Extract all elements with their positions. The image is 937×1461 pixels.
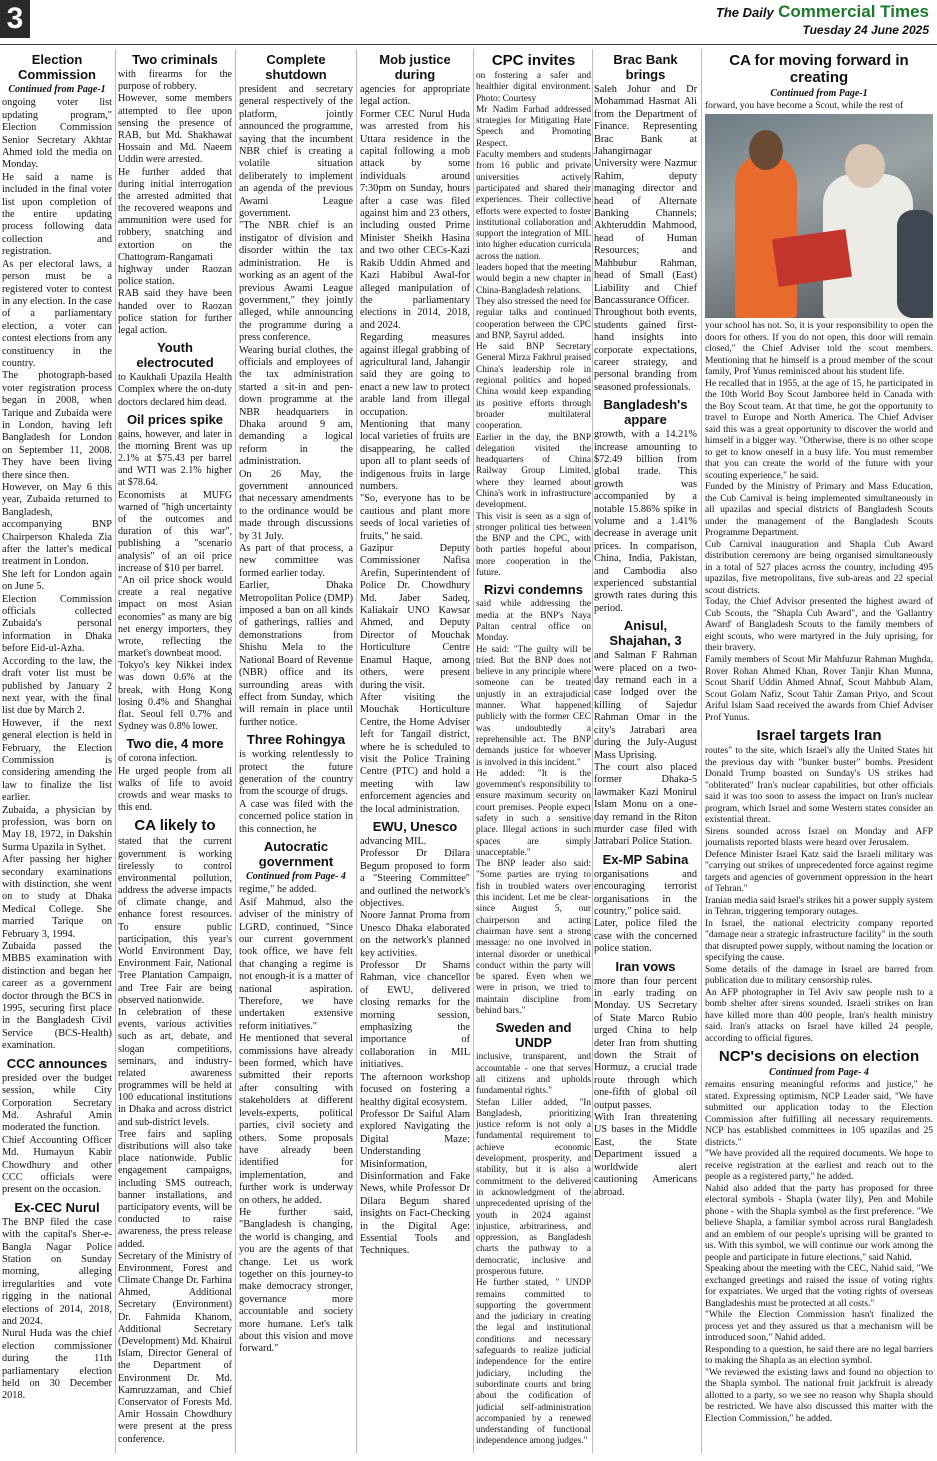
- paragraph: Former CEC Nurul Huda was arrested from his Uttara residence in the capital following a mob attack by some individuals around 7:30pm on Sunday, hours after a case was filed against him and 23 others, including ousted Prime Minister Sheikh Hasina and two other CECs-Kazi Rakib Uddin Ahmed and Kazi Habibul Awal-for alleged manipulation of the parliamentary elections in 2014, 2018, and 2024.: [360, 108, 470, 331]
- paragraph: remains ensuring meaningful reforms and justice," he stated. Expressing optimism, NCP Leader said, "We have submitted our application today to the Election Commission after fulfilling all necessary requirements. NCP has established committees in 105 upazilas and 25 districts.": [705, 1080, 933, 1148]
- article-oil: [118, 412, 232, 734]
- headline: Youth electrocuted: [136, 340, 214, 371]
- masthead: [716, 2, 929, 37]
- photo-figure: [749, 130, 783, 170]
- article-iran: [594, 959, 697, 1199]
- paragraph: gains, however, and later in the morning Brent was up 2.1% at $75.43 per barrel and WTI was 2.1% higher at $78.64.: [118, 428, 232, 489]
- paragraph: leaders hoped that the meeting would begin a new chapter in China-Bangladesh relations.: [476, 263, 591, 296]
- headline: Bangladesh's appare: [603, 397, 688, 428]
- column-divider: [592, 49, 593, 1453]
- article-twodie: [118, 736, 232, 814]
- paragraph: Later, police filed the case with the concerned police station.: [594, 918, 697, 955]
- column-4: [360, 49, 470, 1258]
- paragraph: Tree fairs and sapling distributions will also take place nationwide. Public engagement campaigns, including SMS outreach, banner installations, and participatory events, will be conducted to raise awareness, the press release added.: [118, 1128, 232, 1250]
- paragraph: RAB said they have been handed over to Raozan police station for further legal action.: [118, 288, 232, 336]
- column-1: [2, 49, 112, 1403]
- headline: CCC announces: [6, 1055, 108, 1071]
- column-divider: [235, 49, 236, 1453]
- article-shutdown: [239, 52, 353, 729]
- photo-figure: [845, 144, 885, 188]
- column-6: [594, 49, 697, 1199]
- paragraph: Mr Nadim Farhad addressed strategies for Mitigating Hate Speech and Promoting Respect.: [476, 104, 591, 149]
- paragraph: Sirens sounded across Israel on Monday and AFP journalists reported blasts were heard over Jerusalem.: [705, 826, 933, 849]
- paragraph: A case was filed with the concerned police station in this connection, he: [239, 798, 353, 835]
- article-israel: [705, 727, 933, 1045]
- paragraph: Tokyo's key Nikkei index was down 0.6% at the break, with Hong Kong losing 0.4% and Shanghai flat. Seoul fell 0.7% and Sydney was 0.8% lower.: [118, 660, 232, 733]
- paragraph: Wearing burial clothes, the officials and employees of the tax administration started a sit-in and pen-down programme at the NBR headquarters in Dhaka around 9 am, demanding a logical reform in the administration.: [239, 344, 353, 468]
- paragraph: The afternoon workshop focused on fostering a healthy digital ecosystem.: [360, 1071, 470, 1108]
- paragraph: "So, everyone has to be cautious and plant more seeds of local varieties of fruits," he said.: [360, 493, 470, 542]
- column-2: [118, 49, 232, 1446]
- paragraph: Election Commission officials collected Zubaida's personal information in Dhaka before Eid-ul-Azha.: [2, 593, 112, 655]
- paragraph: Economists at MUFG warned of "high uncertainty of the outcomes and duration of this war", publishing a "scenario analysis" of an oil price increase of $10 per barrel.: [118, 489, 232, 574]
- paragraph: of corona infection.: [118, 753, 198, 765]
- paragraph: agencies for appropriate legal action.: [360, 84, 470, 108]
- paragraph: They also stressed the need for regular talks and continued cooperation between the CPC and BNP, Sayrul added.: [476, 296, 591, 341]
- paragraph: He further added that during initial interrogation the arrested admitted that the recovered weapons and ammunition were used for robbery, snatching and extortion on the Chattogram-Rangamati highway under Raozan police station.: [118, 166, 232, 288]
- paragraph: advancing MIL.: [360, 835, 427, 847]
- headline: Brac Bank brings: [613, 52, 678, 82]
- photo-certificate: [772, 229, 852, 287]
- paragraph: Regarding measures against illegal grabbing of agricultural land, Jahangir said they are going to enact a new law to protect arable land from illegal occupation.: [360, 332, 470, 418]
- article-mob: [360, 52, 470, 816]
- paragraph: on fostering a safer and healthier digital environment. Photo: Courtesy: [476, 71, 591, 104]
- paragraph: is working relentlessly to protect the future generation of the country from the scourge of drugs.: [239, 749, 353, 798]
- article-criminals: [118, 52, 232, 337]
- paragraph: "We have provided all the required documents. We hope to receive registration at the earliest and reach out to the people as a registered party," he added.: [705, 1149, 933, 1183]
- paragraph: Funded by the Ministry of Primary and Mass Education, the Cub Carnival is being implemented simultaneously in all upazilas and special districts of Bangladesh Scouts under the management of the Bangladesh Scouts Programme Department.: [705, 482, 933, 539]
- paragraph: Faculty members and students from 16 public and private universities actively participated and shared their experiences. Their collective efforts were expected to foster institutional collaboration and support the integration of MIL into higher education curricula across the nation.: [476, 150, 591, 262]
- paragraph: The BNP leader also said: "Some parties are trying to fish in troubled waters over this incident. Let me be clear-since August 5, our chairperson and acting chairman have sent a strong message: no one involved in internal disorder or unethical conduct within the party will be spared. Even when we were in prison, we tried to maintain discipline from behind bars.": [476, 859, 591, 1017]
- column-divider: [356, 49, 357, 1453]
- article-exmp: [594, 852, 697, 956]
- paragraph: He said a name is included in the final voter list upon completion of the entire updating process following data collection and registration.: [2, 171, 112, 258]
- paragraph: stated that the current government is working tirelessly to control environmental pollution, address the adverse impacts of climate change, and enhance forest resources. To ensure public participation, this year's World Environment Day, Environment Fair, National Tree Plantation Campaign, and Tree Fair are being observed nationwide.: [118, 836, 232, 1006]
- paragraph: routes" to the site, which Israel's ally the United States hit the previous day with "bunker buster" bombs. President Donald Trump boasted on Sunday's US strikes had "obliterated" Iran's nuclear capabilities, but other officials said it was too soon to assess the impact on Iran's nuclear program, which Israel and some Western states consider an existential threat.: [705, 746, 933, 826]
- paragraph: An AFP photographer in Tel Aviv saw people rush to a bomb shelter after sirens sounded. Israeli strikes on Iran have killed more than 400 people, Iran's health ministry said. Iran's attacks on Israel have killed 24 people, according to official figures.: [705, 987, 933, 1044]
- continued-note: Continued from Page-1: [8, 84, 106, 95]
- article-rizvi: [476, 582, 591, 1017]
- paragraph: Nurul Huda was the chief election commissioner during the 11th parliamentary election held on 30 December 2018.: [2, 1328, 112, 1402]
- headline: Sweden and UNDP: [495, 1020, 572, 1051]
- paragraph: However, on May 6 this year, Zubaida returned to Bangladesh, accompanying BNP Chairperson Khaleda Zia after the latter's medical treatment in London.: [2, 482, 112, 568]
- paragraph: Professor Dr Saiful Alam explored Navigating the Digital Maze: Understanding Misinformation, Disinformation and Fake News, while Professor Dr Dilara Begum shared insights on Fact-Checking in the Digital Age: Essential Tools and Techniques.: [360, 1108, 470, 1257]
- headline: Oil prices spike: [126, 411, 224, 427]
- column-divider: [473, 49, 474, 1453]
- paragraph: Earlier in the day, the BNP delegation visited the headquarters of China Railway Group Limited, where they learned about China's work in infrastructure development.: [476, 432, 591, 511]
- paper-name-prefix: The Daily: [715, 5, 774, 20]
- headline: EWU, Unesco: [372, 818, 458, 834]
- paragraph: and Salman F Rahman were placed on a two-day remand each in a case lodged over the killing of Sajedur Rahman Omar in the city's Jatrabari area during the July-August Mass Uprising.: [594, 650, 697, 761]
- headline: CA for moving forward in creating: [729, 52, 909, 86]
- column-5: [476, 49, 591, 1448]
- headline: NCP's decisions on election: [718, 1048, 920, 1066]
- paragraph: He added: "It is the government's responsibility to ensure maximum security on court premises. People expect safety in such a sensitive place. Illegal actions in such spaces are simply unacceptable.": [476, 768, 591, 858]
- paragraph: ongoing voter list updating program," Election Commission Senior Secretary Akhtar Ahmed told the media on Monday.: [2, 97, 112, 171]
- paragraph: On 26 May, the government announced that necessary amendments to the ordinance would be made through discussions by 31 July.: [239, 468, 353, 542]
- paragraph: president and secretary general respectively of the platform, jointly announced the programme, saying that the incumbent NBR chief is creating a volatile situation deliberately to implement an agenda of the previous Awami League government.: [239, 84, 353, 220]
- article-sweden: [476, 1020, 591, 1447]
- column-divider: [115, 49, 116, 1453]
- photo-figure: [735, 154, 797, 318]
- paragraph: He said BNP Secretary General Mirza Fakhrul praised China's leadership role in regional politics and hoped China would keep expanding its positive efforts through broader multilateral cooperation.: [476, 342, 591, 432]
- paragraph: After passing her higher secondary examinations with distinction, she went on to study at Dhaka Medical College. She married Tarique on February 3, 1994.: [2, 854, 112, 940]
- paragraph: After visiting the Mouchak Horticulture Centre, the Home Adviser left for Tangail district, where he is scheduled to visit the Police Training Centre (PTC) and hold a meeting with law enforcement agencies and the local administration.: [360, 691, 470, 815]
- paragraph: more than four percent in early trading on Monday. US Secretary of State Marco Rubio urged China to help deter Iran from shutting down the Strait of Hormuz, a crucial trade route through which one-fifth of global oil output passes.: [594, 975, 697, 1111]
- article-brac: [594, 52, 697, 394]
- paragraph: With Iran threatening US bases in the Middle East, the State Department issued a worldwide alert cautioning Americans abroad.: [594, 1112, 697, 1198]
- paragraph: This visit is seen as a sign of stronger political ties between the BNP and the CPC, with both parties hopeful about more cooperation in the future.: [476, 511, 591, 579]
- paragraph: forward, you have become a Scout, while the rest of: [705, 100, 904, 111]
- headline: Two die, 4 more: [126, 736, 224, 752]
- paragraph: "While the Election Commission hasn't finalized the process yet and they assured us that a mechanism will be introduced soon," Nahid added.: [705, 1310, 933, 1344]
- paragraph: He urged people from all walks of life to avoid crowds and wear masks to this end.: [118, 765, 232, 814]
- headline: Autocratic government: [258, 838, 334, 869]
- paragraph: In Israel, the national electricity company reported "damage near a strategic infrastructure facility" in the south that disrupted power supply, without naming the location or specifying the cause.: [705, 918, 933, 964]
- header-rule: [0, 44, 937, 45]
- article-ncp: [705, 1048, 933, 1425]
- headline: Election Commission: [17, 52, 96, 82]
- paragraph: Nahid also added that the party has proposed for three electoral symbols - Shapla (water lily), Pen and Mobile phone - with the Shapla symbol as the first preference. "We believe Shapla, a familiar symbol across rural Bangladesh and an emblem of our people's uprising will be granted to us. With this symbol, we will continue our work among the people and participate in future elections," said Nahid.: [705, 1183, 933, 1263]
- headline: Anisul, Shajahan, 3: [609, 618, 682, 649]
- headline: Two criminals: [132, 52, 218, 67]
- article-autocratic: [239, 839, 353, 1356]
- paragraph: inclusive, transparent, and accountable - one that serves all citizens and upholds fundamental rights.": [476, 1052, 591, 1097]
- paragraph: He further said, "Bangladesh is changing, the world is changing, and you are the agents of that change. Let us work together on this journey-to make democracy stronger, governance more accountable and society more humane. Let's talk about this vision and move forward.": [239, 1206, 353, 1355]
- headline: CA likely to: [134, 817, 216, 835]
- article-excec: [2, 1200, 112, 1403]
- headline: Iran vows: [615, 958, 676, 974]
- paragraph: He said: "The guilty will be tried. But the BNP does not believe in any principle where someone can be treated unjustly in an extrajudicial manner. What happened publicly with the former CEC was undoubtedly a reprehensible act. The BNP demands justice for whoever is involved in this incident.": [476, 644, 591, 768]
- paragraph: Throughout both events, students gained first-hand insights into corporate expectations, career strategy, and personal branding from seasoned professionals.: [594, 307, 697, 393]
- headline: Israel targets Iran: [756, 727, 882, 745]
- paragraph: Iranian media said Israel's strikes hit a power supply system in Tehran, triggering temporary outages.: [705, 895, 933, 918]
- continued-note: Continued from Page- 4: [246, 870, 346, 882]
- paragraph: He mentioned that several commissions have already been formed, which have submitted their reports after consulting with stakeholders at different levels-experts, political parties, civil society and others. Some proposals have already been identified for implementation, and further work is underway on others, he added.: [239, 1033, 353, 1206]
- paragraph: presided over the budget session, while City Corporation Secretary Md. Ashraful Amin moderated the function.: [2, 1072, 112, 1134]
- paragraph: "The NBR chief is an instigator of division and disorder within the tax administration. He is working as an agent of the previous Awami League government," they jointly alleged, while announcing the programme during a press conference.: [239, 220, 353, 344]
- column-3: [239, 49, 353, 1356]
- headline: Rizvi condemns: [484, 582, 583, 598]
- paragraph: However, if the next general election is held in February, the Election Commission is considering amending the law to finalize the list earlier.: [2, 717, 112, 804]
- paragraph: Mentioning that many local varieties of fruits are disappearing, he called upon all to plant seeds of indigenous fruits in large numbers.: [360, 418, 470, 492]
- paragraph: She left for London again on June 5.: [2, 568, 112, 593]
- continued-note: Continued from Page-1: [770, 88, 868, 99]
- paragraph: Zubaida passed the MBBS examination with distinction and began her career as a government doctor through the BCS in 1995, securing first place in the Bangladesh Civil Service (BCS-Health) examination.: [2, 941, 112, 1052]
- headline: CPC invites: [491, 52, 576, 69]
- paragraph: Cub Carnival inauguration and Shapla Cub Award distribution ceremony are being organised simultaneously in a total of 527 places across the country, including 495 upazilas, five metropolitans, five sub-areas and 22 special scout districts.: [705, 539, 933, 596]
- article-ccc: [2, 1056, 112, 1197]
- headline: Ex-MP Sabina: [602, 851, 689, 867]
- news-photo: [705, 114, 933, 318]
- article-ec: [2, 52, 112, 1053]
- paragraph: The BNP filed the case with the capital's Sher-e-Bangla Nagar Police Station on Sunday morning, alleging irregularities and vote rigging in the national elections of 2014, 2018, and 2024.: [2, 1216, 112, 1327]
- paragraph: Earlier, Dhaka Metropolitan Police (DMP) imposed a ban on all kinds of gatherings, rallies and demonstrations from Shishu Mela to the National Board of Revenue (NBR) office and its surrounding areas with effect from Sunday, which will remain in place until further notice.: [239, 580, 353, 728]
- paragraph: said while addressing the media at the BNP's Naya Paltan central office on Monday.: [476, 599, 591, 644]
- column-7: [705, 49, 933, 1425]
- article-scout: [705, 52, 933, 724]
- headline: Three Rohingya: [246, 732, 346, 748]
- photo-figure: [897, 210, 933, 318]
- paragraph: to Kaukhali Upazila Health Complex where the on-duty doctors declared him dead.: [118, 372, 232, 408]
- paragraph: Zubaida, a physician by profession, was born on May 18, 1972, in Dakshin Surma Upazila in Sylhet.: [2, 804, 112, 853]
- issue-date: Tuesday 24 June 2025: [802, 23, 929, 37]
- paragraph: The court also placed former Dhaka-5 lawmaker Kazi Monirul Islam Monu on a one-day remand in the Riton murder case filed with Jatrabari Police Station.: [594, 761, 697, 848]
- article-cpc: [476, 52, 591, 579]
- article-anisul: [594, 618, 697, 849]
- paragraph: with firearms for the purpose of robbery.: [118, 69, 232, 93]
- paragraph: He further stated, " UNDP remains committed to supporting the government and the judiciary in creating the legal and institutional conditions and necessary safeguards to realize judicial independence for the entire judiciary, including the subordinate courts and bring about the codification of judicial self-administration accompanied by a renewed understanding of functional independence among judges.": [476, 1278, 591, 1447]
- paragraph: Family members of Scout Mir Mahfuzur Rahman Mughda, Rover Rohan Ahmed Khan, Rover Tanjir Khan Munna, Scout Sharif Uddin Ahmed Ahnaf, Scout Mahbub Alam, Scout Golam Nafiz, Scout Tahir Zaman Priyo, and Scout Ariful Islam Saad received the awards from Chief Adviser Prof Yunus.: [705, 654, 933, 723]
- paragraph: Defence Minister Israel Katz said the Israeli military was "carrying out strikes of unprecedented force against regime targets and agencies of government oppression in the heart of Tehran.": [705, 849, 933, 895]
- paragraph: According to the law, the draft voter list must be published by January 2 next year, with the final list due by March 2.: [2, 655, 112, 717]
- paragraph: "An oil price shock would create a real negative impact on most Asian economies" as many are big net energy importers, they wrote, reflecting the market's downbeat mood.: [118, 574, 232, 660]
- paragraph: He recalled that in 1955, at the age of 15, he participated in the 10th World Boy Scout Jamboree held in Canada with the Boy Scout team. At that time, he got the opportunity to travel to Europe and North America. The Chief Adviser said this was a great opportunity to discover the world and himself in a bigger way. "Otherwise, there is no other scope to get to know oneself in a busy life. You must remember that you can create the world of the future with your scouting experience," he said.: [705, 378, 933, 481]
- article-rohingya: [239, 732, 353, 836]
- paragraph: growth, with a 14.21% increase amounting to $72.49 billion from global trade. This growth was accompanied by a notable 15.86% spike in volume and a 1.41% decrease in average unit prices. In comparison, China, India, Pakistan, and Cambodia also experienced substantial growth rates during this period.: [594, 429, 697, 614]
- paragraph: Today, the Chief Advisor presented the highest award of Cub Scouts, the "Shapla Cub Award", and the 'Gallantry Award' of Bangladesh Scouts to the family members of eight scouts, who were martyred in the July uprising, for their bravery.: [705, 597, 933, 654]
- paragraph: Stefan Liller added, "In Bangladesh, prioritizing justice reform is not only a fundamental requirement to achieve economic development, prosperity, and stability, but it is also a commitment to the delivered in acknowledgment of the unprecedented uprising of the youth in 2024 against injustice, arbitrariness, and oppression, as Bangladesh charts the pathway to a democratic, inclusive and prosperous future.: [476, 1097, 591, 1277]
- paper-name: Commercial Times: [778, 2, 929, 21]
- paragraph: Gazipur Deputy Commissioner Nafisa Arefin, Superintendent of Police Dr. Chowdhury Md. Jaber Sadeq, Kaliakair UNO Kawsar Ahmed, and Deputy Director of Mouchak Horticulture Centre Enamul Haque, among others, were present during the visit.: [360, 543, 470, 691]
- paragraph: Professor Dr Dilara Begum proposed to form a "Steering Committee" and outlined the network's objectives.: [360, 848, 470, 909]
- article-bdappare: [594, 397, 697, 615]
- article-youth: [118, 340, 232, 409]
- paragraph: Chief Accounting Officer Md. Humayun Kabir Chowdhury and other CCC officials were present on the occasion.: [2, 1134, 112, 1196]
- paragraph: Saleh Johur and Dr Mohammad Hasmat Ali from the Department of Finance. Representing Brac Bank at Jahangirnagar University were Nazmur Rahim, deputy managing director and head of Alternate Banking Channels; Akhteruddin Mahmood, head of Human Resources; and Mahbubur Rahman, head of Small (East) Liability and Chief Bancassurance Officer.: [594, 84, 697, 306]
- paragraph: Asif Mahmud, also the adviser of the ministry of LGRD, continued, "Since our current government took office, we have felt that changing a regime is not enough-it is a matter of national aspiration. Therefore, we have undertaken extensive reform initiatives.": [239, 896, 353, 1032]
- column-divider: [701, 49, 702, 1453]
- page-number: 3: [0, 0, 30, 38]
- paragraph: "We reviewed the existing laws and found no objection to the Shapla symbol. The national fruit jackfruit is already allotted to a party, so we see no reason why Shapla should be restricted. We have also discussed this matter with the Election Commission," he added.: [705, 1367, 933, 1424]
- paragraph: In celebration of these events, various activities such as art, debate, and slogan competitions, seminars, and industry-related awareness programmes will be held at 100 educational institutions in Dhaka and across district and sub-district levels.: [118, 1006, 232, 1128]
- article-ca: [118, 817, 232, 1445]
- paragraph: Secretary of the Ministry of Environment, Forest and Climate Change Dr. Farhina Ahmed, Additional Secretary (Environment) Dr. Fahmida Khanom, Additional Secretary (Development) Md. Khairul Islam, Director General of the Department of Environment Dr. Md. Kamruzzaman, and Chief Conservator of Forests Md. Amir Hossain Chowdhury were present at the press conference.: [118, 1250, 232, 1445]
- paragraph: Professor Dr Shams Rahman, vice chancellor of EWU, delivered closing remarks for the morning session, emphasizing the importance of collaboration in MIL initiatives.: [360, 960, 470, 1071]
- paragraph: The photograph-based voter registration process began in 2008, when Tarique and Zubaida were in London, having left Bangladesh for London on September 11, 2008. They have been living there since then.: [2, 370, 112, 481]
- headline: Ex-CEC Nurul: [14, 1199, 100, 1215]
- continued-note: Continued from Page- 4: [769, 1067, 869, 1079]
- paragraph: However, some members attempted to flee upon sensing the presence of RAB, but Md. Shakhawat Hossain and Md. Naeem Uddin were arrested.: [118, 93, 232, 166]
- paragraph: Noore Jannat Proma from Unesco Dhaka elaborated on the network's planned key activities.: [360, 910, 470, 959]
- headline: Complete shutdown: [265, 52, 327, 82]
- paragraph: Speaking about the meeting with the CEC, Nahid said, "We exchanged greetings and raised the issue of voting rights for expatriates. We urged that the voting rights of overseas Bangladeshis must be protected at all costs.": [705, 1264, 933, 1309]
- paragraph: As per electoral laws, a person must be a registered voter to contest in any election. In the case of a parliamentary election, a voter can contest elections from any constituency in the country.: [2, 258, 112, 369]
- paragraph: regime," he added.: [239, 884, 317, 896]
- paragraph: organisations and encouraging terrorist organisations in the country," police said.: [594, 868, 697, 917]
- headline: Mob justice during: [379, 52, 451, 82]
- article-ewu: [360, 819, 470, 1258]
- paragraph: your school has not. So, it is your responsibility to open the doors for others. If you do not open, this door will remain closed," the Chief Adviser told the scout members. Mentioning that he himself is a proud member of the scout family, Prof Yunus reminisced about his student life.: [705, 321, 933, 378]
- paragraph: Some details of the damage in Israel are barred from publication due to military censorship rules.: [705, 964, 933, 987]
- paragraph: As part of that process, a new committee was formed earlier today.: [239, 543, 353, 579]
- paragraph: Responding to a question, he said there are no legal barriers to making the Shapla as an election symbol.: [705, 1344, 933, 1367]
